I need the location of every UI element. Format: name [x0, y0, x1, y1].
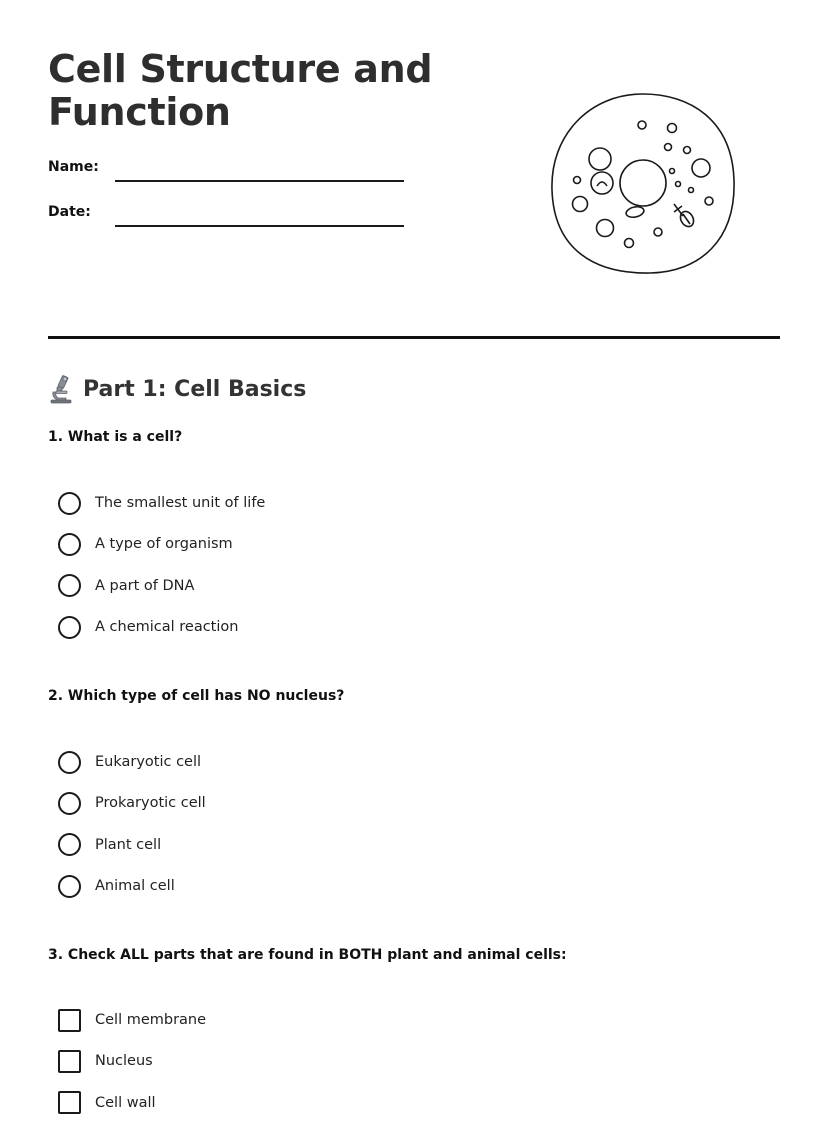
option-radio[interactable] — [58, 491, 558, 515]
animal-cell-icon — [550, 90, 736, 278]
option-label: A type of organism — [95, 536, 233, 553]
question-1-options — [58, 491, 558, 657]
option-radio[interactable] — [58, 574, 558, 598]
checkbox[interactable] — [58, 1091, 81, 1114]
option-label: Prokaryotic cell — [95, 795, 206, 812]
microscope-icon — [48, 374, 74, 404]
section-divider — [48, 336, 780, 339]
radio-button[interactable] — [58, 833, 81, 856]
date-field — [48, 201, 408, 231]
question-2: 2. Which type of cell has NO nucleus? — [48, 688, 345, 704]
radio-button[interactable] — [58, 574, 81, 597]
question-1: 1. What is a cell? — [48, 429, 183, 445]
option-radio[interactable] — [58, 532, 558, 556]
option-radio[interactable] — [58, 791, 558, 815]
option-label: A part of DNA — [95, 577, 195, 594]
option-label: Nucleus — [95, 1053, 153, 1070]
worksheet-title — [48, 48, 468, 134]
name-line[interactable] — [115, 180, 404, 182]
part1-title: Part 1: Cell Basics — [83, 376, 307, 402]
option-checkbox[interactable] — [58, 1091, 558, 1115]
radio-button[interactable] — [58, 751, 81, 774]
option-label: Cell membrane — [95, 1012, 207, 1028]
option-label: Cell wall — [95, 1094, 156, 1111]
option-radio[interactable] — [58, 874, 558, 898]
option-label: Plant cell — [95, 836, 162, 853]
title-line-2: Function — [48, 90, 231, 134]
date-label: Date: — [48, 204, 91, 220]
radio-button[interactable] — [58, 792, 81, 815]
radio-button[interactable] — [58, 533, 81, 556]
question-2-options — [58, 750, 558, 916]
worksheet-page — [48, 0, 780, 1118]
option-label: The smallest unit of life — [95, 495, 266, 511]
question-3-options — [58, 1008, 558, 1132]
name-field — [48, 156, 408, 186]
option-radio[interactable] — [58, 833, 558, 857]
option-label: A chemical reaction — [95, 619, 239, 636]
option-label: Animal cell — [95, 878, 175, 895]
checkbox[interactable] — [58, 1009, 81, 1032]
checkbox[interactable] — [58, 1050, 81, 1073]
radio-button[interactable] — [58, 875, 81, 898]
title-line-1: Cell Structure and — [48, 47, 433, 91]
radio-button[interactable] — [58, 616, 81, 639]
option-radio[interactable] — [58, 750, 558, 774]
option-radio[interactable] — [58, 615, 558, 639]
name-label: Name: — [48, 159, 99, 175]
option-checkbox[interactable] — [58, 1049, 558, 1073]
option-checkbox[interactable] — [58, 1008, 558, 1032]
date-line[interactable] — [115, 225, 404, 227]
part1-heading — [48, 372, 306, 406]
option-label: Eukaryotic cell — [95, 754, 202, 770]
radio-button[interactable] — [58, 492, 81, 515]
question-3: 3. Check ALL parts that are found in BOTH plant and animal cells: — [48, 947, 567, 963]
